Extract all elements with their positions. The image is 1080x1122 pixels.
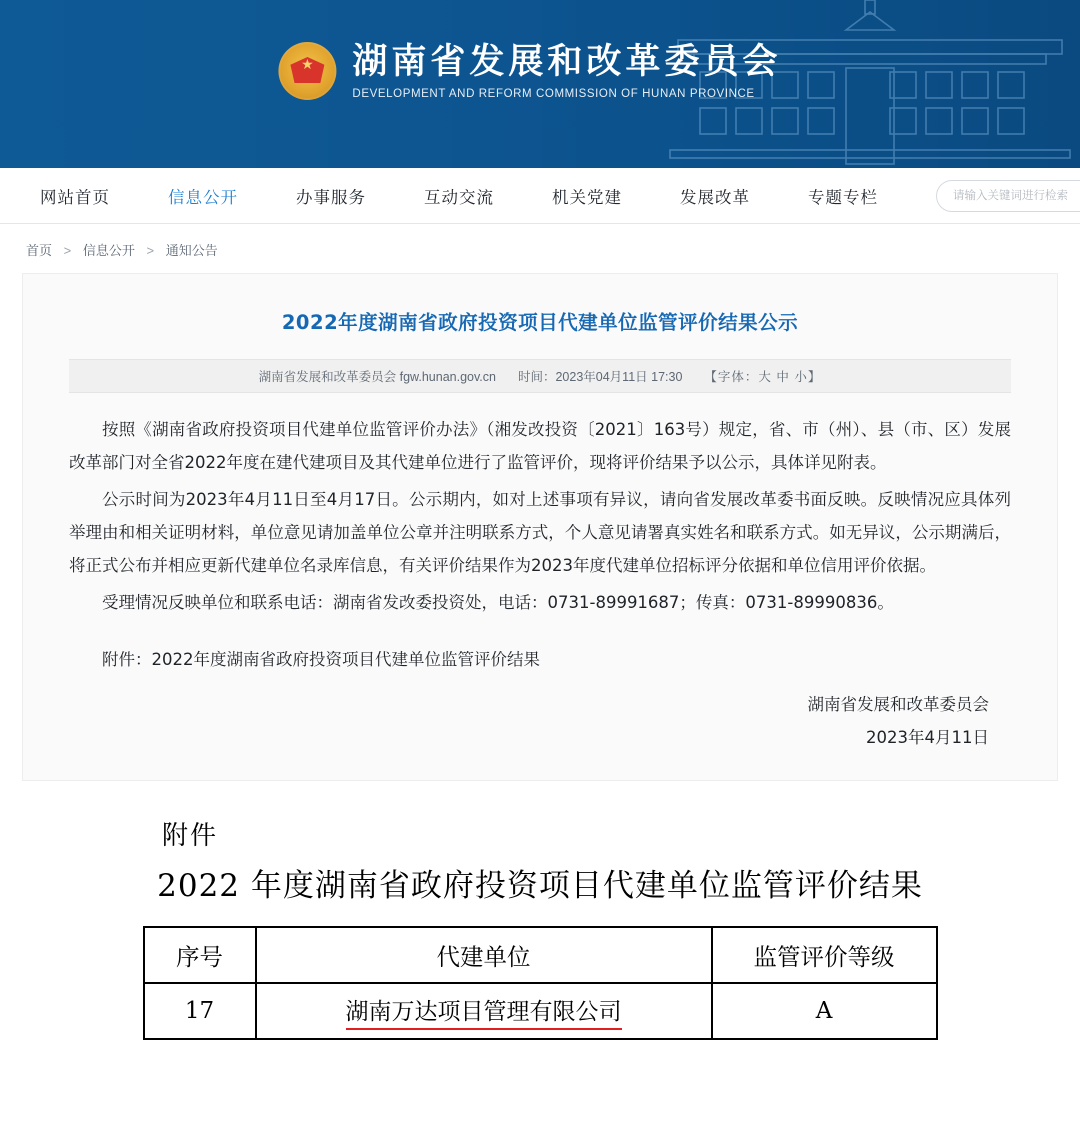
table-row	[144, 983, 937, 1039]
nav-item-list	[40, 184, 936, 208]
signature-organization: 湖南省发展和改革委员会	[807, 695, 989, 715]
breadcrumb	[0, 224, 1080, 273]
highlighted-unit-name: 湖南万达项目管理有限公司	[346, 993, 622, 1030]
column-header-grade: 监管评价等级	[712, 927, 937, 983]
evaluation-results-table	[143, 926, 938, 1040]
nav-item-interaction[interactable]: 互动交流	[424, 188, 494, 207]
attachment-label: 附件	[162, 821, 219, 852]
breadcrumb-separator: >	[146, 243, 155, 258]
nav-item-home[interactable]: 网站首页	[40, 188, 110, 207]
article-card	[22, 273, 1058, 781]
article-time: 时间：2023年04月11日 17:30	[517, 370, 683, 385]
breadcrumb-separator: >	[63, 243, 72, 258]
main-navigation	[0, 168, 1080, 224]
site-header	[0, 0, 1080, 168]
nav-item-info-disclosure[interactable]: 信息公开	[168, 188, 238, 207]
search-input[interactable]	[951, 189, 1080, 203]
nav-item-special-topics[interactable]: 专题专栏	[808, 188, 878, 207]
breadcrumb-item-notices[interactable]: 通知公告	[165, 243, 218, 258]
font-size-control[interactable]: 【字体：大 中 小】	[704, 370, 822, 385]
national-emblem-icon	[278, 42, 336, 100]
article-signature	[69, 688, 1011, 754]
article-source: 湖南省发展和改革委员会 fgw.hunan.gov.cn	[258, 370, 496, 385]
nav-item-services[interactable]: 办事服务	[296, 188, 366, 207]
header-brand	[278, 42, 781, 100]
article-body	[69, 413, 1011, 676]
breadcrumb-item-home[interactable]: 首页	[26, 243, 53, 258]
article-paragraph: 公示时间为2023年4月11日至4月17日。公示期内，如对上述事项有异议，请向省发展改革委书面反映。反映情况应具体列举理由和相关证明材料，单位意见请加盖单位公章并注明联系方式，个人意见请署真实姓名和联系方式。如无异议，公示期满后，将正式公布并相应更新代建单位名录库信息，有关评价结果作为2023年度代建单位招标评分依据和单位信用评价依据。	[69, 490, 1011, 576]
column-header-no: 序号	[144, 927, 256, 983]
article-attachment-line[interactable]: 附件：2022年度湖南省政府投资项目代建单位监管评价结果	[102, 650, 540, 670]
nav-item-development-reform[interactable]: 发展改革	[680, 188, 750, 207]
article-paragraph: 按照《湖南省政府投资项目代建单位监管评价办法》（湘发改投资〔2021〕163号）规定，省、市（州）、县（市、区）发展改革部门对全省2022年度在建代建项目及其代建单位进行了监管评价，现将评价结果予以公示，具体详见附表。	[69, 420, 1011, 473]
nav-item-party-building[interactable]: 机关党建	[552, 188, 622, 207]
article-meta-bar	[69, 359, 1011, 393]
cell-unit	[256, 983, 712, 1039]
signature-date: 2023年4月11日	[866, 728, 989, 748]
site-title-cn: 湖南省发展和改革委员会	[352, 42, 782, 82]
site-title-en: DEVELOPMENT AND REFORM COMMISSION OF HUNAN PROVINCE	[352, 88, 755, 101]
attachment-title: 2022 年度湖南省政府投资项目代建单位监管评价结果	[157, 868, 923, 905]
cell-no: 17	[144, 983, 256, 1039]
column-header-unit: 代建单位	[256, 927, 712, 983]
breadcrumb-item-info-disclosure[interactable]: 信息公开	[82, 243, 135, 258]
attachment-document	[0, 815, 1080, 1040]
table-header-row	[144, 927, 937, 983]
article-paragraph: 受理情况反映单位和联系电话：湖南省发改委投资处，电话：0731-89991687；传真：0731-89990836。	[102, 593, 894, 613]
page-title: 2022年度湖南省政府投资项目代建单位监管评价结果公示	[281, 311, 799, 334]
search-box[interactable]	[936, 180, 1080, 212]
cell-grade: A	[712, 983, 937, 1039]
